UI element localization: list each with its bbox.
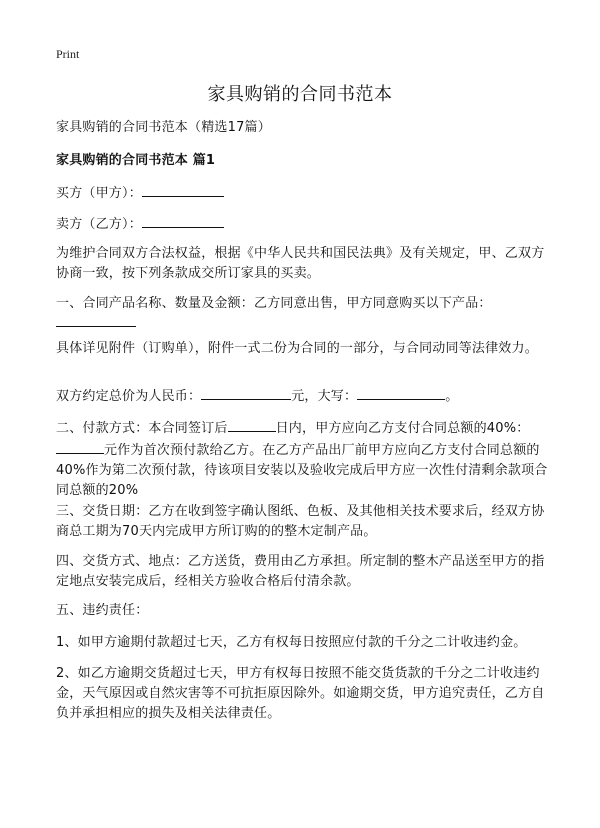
page-title: 家具购销的合同书范本 bbox=[207, 84, 393, 105]
seller-blank bbox=[142, 213, 224, 228]
total-end: 。 bbox=[445, 389, 459, 404]
total-price-line bbox=[56, 385, 556, 407]
total-prefix: 双方约定总价为人民币： bbox=[56, 389, 202, 404]
seller-line bbox=[56, 213, 556, 235]
liability-item-2: 2、如乙方逾期交货超过七天，甲方有权每日按照不能交货货款的千分之二计收违约金，天气原因或自然灾害等不可抗拒原因除外。如逾期交货，甲方追究责任，乙方自负并承担相应的损失及相关法律责任。 bbox=[56, 666, 545, 721]
buyer-blank bbox=[142, 182, 224, 197]
total-mid: 元，大写： bbox=[291, 389, 358, 404]
document-subtitle: 家具购销的合同书范本（精选17篇） bbox=[56, 120, 271, 135]
intro-paragraph: 为维护合同双方合法权益，根据《中华人民共和国民法典》及有关规定，甲、乙双方协商一致，按下列条款成交所订家具的买卖。 bbox=[56, 246, 545, 281]
buyer-label: 买方（甲方）： bbox=[56, 186, 142, 201]
payment-text-1: 二、付款方式：本合同签订后 bbox=[56, 421, 228, 436]
product-blank bbox=[56, 326, 136, 327]
total-uppercase-blank bbox=[357, 385, 445, 400]
clause-delivery-date: 三、交货日期：乙方在收到签字确认图纸、色板、及其他相关技术要求后，经双方协商总工期为70天内完成甲方所订购的的整木定制产品。 bbox=[56, 504, 545, 539]
clause-product: 一、合同产品名称、数量及金额：乙方同意出售，甲方同意购买以下产品： bbox=[56, 296, 492, 311]
seller-label: 卖方（乙方）： bbox=[56, 217, 142, 232]
total-amount-blank bbox=[201, 385, 291, 400]
print-link[interactable]: Print bbox=[56, 47, 80, 61]
payment-text-2: 日内，甲方应向乙方支付合同总额的40%： bbox=[275, 421, 530, 436]
clause-delivery-method: 四、交货方式、地点：乙方送货，费用由乙方承担。所定制的整木产品送至甲方的指定地点安装完成后，经相关方验收合格后付清余款。 bbox=[56, 554, 545, 589]
payment-days-blank bbox=[228, 417, 276, 432]
clause-payment bbox=[56, 417, 556, 501]
clause-liability-heading: 五、违约责任： bbox=[56, 603, 149, 618]
payment-amount-blank bbox=[56, 439, 104, 454]
buyer-line bbox=[56, 182, 556, 204]
section-heading: 家具购销的合同书范本 篇1 bbox=[56, 153, 216, 168]
payment-text-3: 元作为首次预付款给乙方。在乙方产品出厂前甲方应向乙方支付合同总额的40%作为第二次预付款，待该项目安装以及验收完成后甲方应一次性付清剩余款项合同总额的20% bbox=[56, 443, 548, 498]
liability-item-1: 1、如甲方逾期付款超过七天，乙方有权每日按照应付款的千分之二计收违约金。 bbox=[56, 635, 527, 650]
attachment-paragraph: 具体详见附件（订购单），附件一式二份为合同的一部分，与合同动同等法律效力。 bbox=[56, 341, 538, 356]
